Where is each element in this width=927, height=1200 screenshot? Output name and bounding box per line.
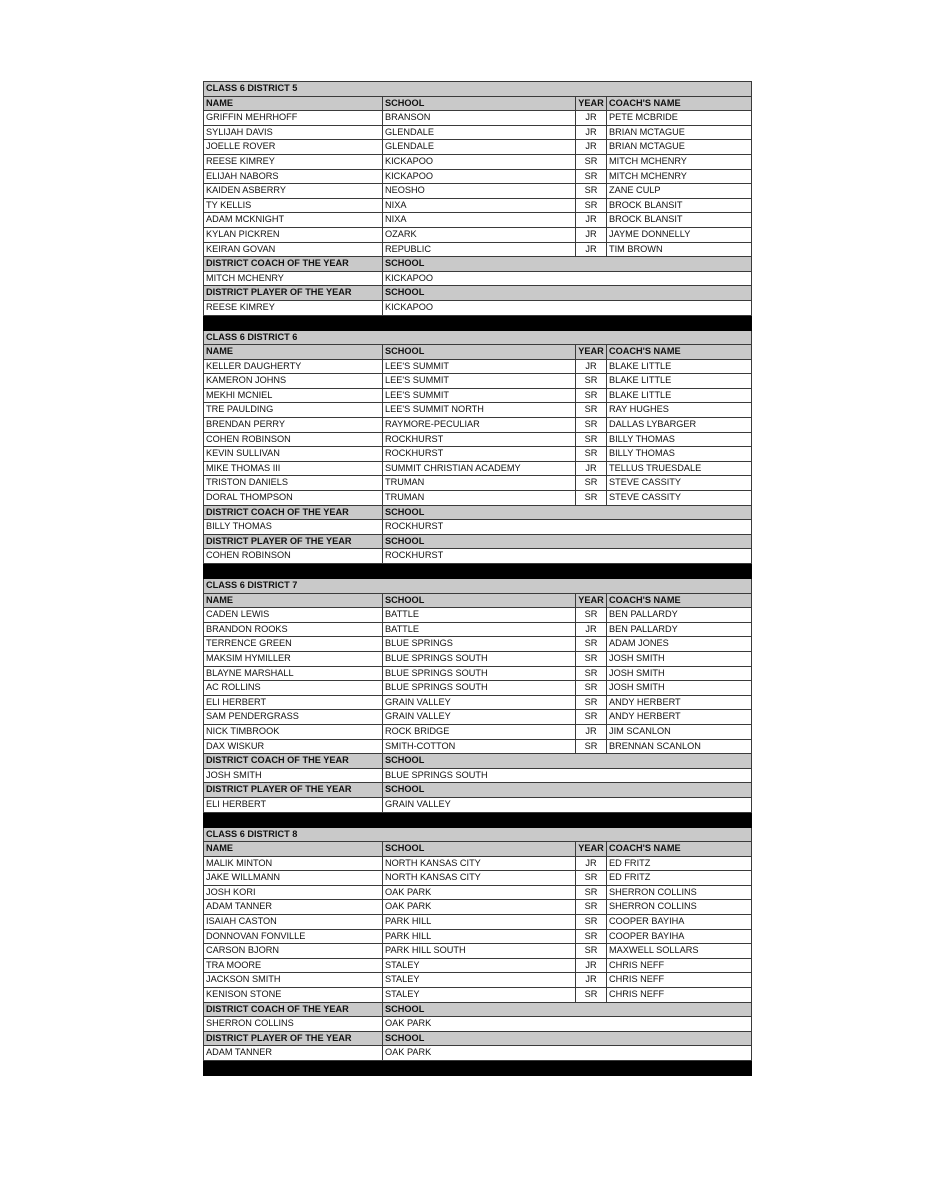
player-name: DAX WISKUR — [204, 739, 383, 754]
player-name: KENISON STONE — [204, 988, 383, 1003]
player-row — [204, 491, 752, 506]
section-separator — [204, 1061, 752, 1076]
player-of-year-name: COHEN ROBINSON — [204, 549, 383, 564]
player-year: SR — [576, 885, 607, 900]
district-title: CLASS 6 DISTRICT 8 — [204, 827, 752, 842]
player-school: KICKAPOO — [383, 169, 576, 184]
player-name: MAKSIM HYMILLER — [204, 651, 383, 666]
player-coach: PETE MCBRIDE — [607, 111, 752, 126]
player-year: JR — [576, 140, 607, 155]
player-name: CADEN LEWIS — [204, 608, 383, 623]
coach-of-year-row — [204, 1017, 752, 1032]
player-row — [204, 856, 752, 871]
player-year: SR — [576, 374, 607, 389]
coach-of-year-header-row — [204, 505, 752, 520]
player-coach: STEVE CASSITY — [607, 491, 752, 506]
player-row — [204, 447, 752, 462]
player-coach: BLAKE LITTLE — [607, 374, 752, 389]
player-coach: JOSH SMITH — [607, 666, 752, 681]
coach-of-year-school: OAK PARK — [383, 1017, 752, 1032]
player-year: JR — [576, 213, 607, 228]
player-year: SR — [576, 651, 607, 666]
player-year: SR — [576, 432, 607, 447]
player-row — [204, 198, 752, 213]
district-title: CLASS 6 DISTRICT 7 — [204, 579, 752, 594]
player-row — [204, 988, 752, 1003]
coach-of-year-school-header: SCHOOL — [383, 505, 752, 520]
player-school: NIXA — [383, 198, 576, 213]
player-row — [204, 637, 752, 652]
player-school: NEOSHO — [383, 184, 576, 199]
player-coach: JIM SCANLON — [607, 724, 752, 739]
player-coach: JOSH SMITH — [607, 681, 752, 696]
player-name: AC ROLLINS — [204, 681, 383, 696]
player-coach: TELLUS TRUESDALE — [607, 461, 752, 476]
player-row — [204, 418, 752, 433]
player-school: ROCK BRIDGE — [383, 724, 576, 739]
coach-of-year-school-header: SCHOOL — [383, 1002, 752, 1017]
player-coach: BRIAN MCTAGUE — [607, 125, 752, 140]
player-row — [204, 374, 752, 389]
player-school: GLENDALE — [383, 140, 576, 155]
player-of-year-school: GRAIN VALLEY — [383, 797, 752, 812]
player-of-year-name: REESE KIMREY — [204, 300, 383, 315]
player-name: ISAIAH CASTON — [204, 915, 383, 930]
player-coach: BRENNAN SCANLON — [607, 739, 752, 754]
player-of-year-school-header: SCHOOL — [383, 534, 752, 549]
coach-of-year-school-header: SCHOOL — [383, 257, 752, 272]
coach-of-year-school: KICKAPOO — [383, 271, 752, 286]
player-row — [204, 695, 752, 710]
player-of-year-row — [204, 797, 752, 812]
district-title-row — [204, 330, 752, 345]
player-year: SR — [576, 988, 607, 1003]
player-coach: BILLY THOMAS — [607, 447, 752, 462]
player-name: ELI HERBERT — [204, 695, 383, 710]
player-row — [204, 140, 752, 155]
name-header: NAME — [204, 593, 383, 608]
player-of-year-row — [204, 300, 752, 315]
player-school: BATTLE — [383, 608, 576, 623]
player-year: JR — [576, 973, 607, 988]
player-school: BLUE SPRINGS — [383, 637, 576, 652]
player-of-year-header-row — [204, 286, 752, 301]
player-coach: ZANE CULP — [607, 184, 752, 199]
year-header: YEAR — [576, 345, 607, 360]
player-row — [204, 242, 752, 257]
player-school: LEE'S SUMMIT — [383, 374, 576, 389]
year-header: YEAR — [576, 842, 607, 857]
section-separator — [204, 315, 752, 330]
player-school: STALEY — [383, 958, 576, 973]
player-coach: BROCK BLANSIT — [607, 213, 752, 228]
player-year: SR — [576, 695, 607, 710]
player-name: MEKHI MCNIEL — [204, 388, 383, 403]
player-year: JR — [576, 227, 607, 242]
player-year: SR — [576, 403, 607, 418]
player-name: KEVIN SULLIVAN — [204, 447, 383, 462]
player-year: SR — [576, 666, 607, 681]
school-header: SCHOOL — [383, 96, 576, 111]
player-row — [204, 213, 752, 228]
player-name: KAMERON JOHNS — [204, 374, 383, 389]
player-school: STALEY — [383, 973, 576, 988]
player-coach: COOPER BAYIHA — [607, 915, 752, 930]
player-name: ADAM MCKNIGHT — [204, 213, 383, 228]
district-title-row — [204, 827, 752, 842]
coach-header: COACH'S NAME — [607, 96, 752, 111]
player-year: SR — [576, 198, 607, 213]
year-header: YEAR — [576, 593, 607, 608]
player-of-year-school: ROCKHURST — [383, 549, 752, 564]
player-name: BRENDAN PERRY — [204, 418, 383, 433]
player-of-year-school-header: SCHOOL — [383, 286, 752, 301]
player-school: PARK HILL — [383, 929, 576, 944]
player-year: JR — [576, 125, 607, 140]
coach-of-year-row — [204, 520, 752, 535]
name-header: NAME — [204, 842, 383, 857]
player-coach: TIM BROWN — [607, 242, 752, 257]
player-coach: SHERRON COLLINS — [607, 900, 752, 915]
player-row — [204, 125, 752, 140]
player-name: REESE KIMREY — [204, 154, 383, 169]
player-row — [204, 973, 752, 988]
player-of-year-label: DISTRICT PLAYER OF THE YEAR — [204, 1031, 383, 1046]
player-row — [204, 710, 752, 725]
player-school: BLUE SPRINGS SOUTH — [383, 651, 576, 666]
player-coach: BLAKE LITTLE — [607, 359, 752, 374]
district-title-row — [204, 579, 752, 594]
coach-of-year-school-header: SCHOOL — [383, 754, 752, 769]
player-year: JR — [576, 622, 607, 637]
player-year: SR — [576, 388, 607, 403]
player-name: SYLIJAH DAVIS — [204, 125, 383, 140]
player-coach: CHRIS NEFF — [607, 988, 752, 1003]
player-coach: ED FRITZ — [607, 856, 752, 871]
player-year: SR — [576, 169, 607, 184]
school-header: SCHOOL — [383, 842, 576, 857]
coach-of-year-header-row — [204, 257, 752, 272]
player-coach: CHRIS NEFF — [607, 973, 752, 988]
player-year: SR — [576, 929, 607, 944]
player-coach: MITCH MCHENRY — [607, 154, 752, 169]
player-year: SR — [576, 900, 607, 915]
player-coach: SHERRON COLLINS — [607, 885, 752, 900]
player-row — [204, 885, 752, 900]
player-year: JR — [576, 242, 607, 257]
player-year: SR — [576, 915, 607, 930]
player-name: JACKSON SMITH — [204, 973, 383, 988]
coach-of-year-name: MITCH MCHENRY — [204, 271, 383, 286]
player-name: CARSON BJORN — [204, 944, 383, 959]
player-name: COHEN ROBINSON — [204, 432, 383, 447]
player-year: JR — [576, 359, 607, 374]
player-year: SR — [576, 944, 607, 959]
player-coach: COOPER BAYIHA — [607, 929, 752, 944]
player-of-year-name: ADAM TANNER — [204, 1046, 383, 1061]
section-separator — [204, 812, 752, 827]
coach-of-year-name: SHERRON COLLINS — [204, 1017, 383, 1032]
player-school: NORTH KANSAS CITY — [383, 871, 576, 886]
coach-of-year-school: BLUE SPRINGS SOUTH — [383, 768, 752, 783]
player-year: JR — [576, 461, 607, 476]
school-header: SCHOOL — [383, 593, 576, 608]
player-row — [204, 666, 752, 681]
year-header: YEAR — [576, 96, 607, 111]
player-name: TRA MOORE — [204, 958, 383, 973]
district-title-row — [204, 82, 752, 97]
separator-bar — [204, 564, 752, 579]
player-of-year-row — [204, 549, 752, 564]
player-name: DONNOVAN FONVILLE — [204, 929, 383, 944]
player-year: SR — [576, 871, 607, 886]
player-name: MIKE THOMAS III — [204, 461, 383, 476]
player-name: TY KELLIS — [204, 198, 383, 213]
player-school: ROCKHURST — [383, 432, 576, 447]
player-coach: BEN PALLARDY — [607, 622, 752, 637]
player-school: PARK HILL — [383, 915, 576, 930]
player-coach: ANDY HERBERT — [607, 695, 752, 710]
player-of-year-school: OAK PARK — [383, 1046, 752, 1061]
player-school: TRUMAN — [383, 491, 576, 506]
player-coach: STEVE CASSITY — [607, 476, 752, 491]
player-school: BRANSON — [383, 111, 576, 126]
player-row — [204, 154, 752, 169]
player-of-year-name: ELI HERBERT — [204, 797, 383, 812]
player-school: LEE'S SUMMIT — [383, 388, 576, 403]
player-school: BATTLE — [383, 622, 576, 637]
player-row — [204, 929, 752, 944]
player-name: TRISTON DANIELS — [204, 476, 383, 491]
district-title: CLASS 6 DISTRICT 6 — [204, 330, 752, 345]
player-year: SR — [576, 681, 607, 696]
player-coach: BLAKE LITTLE — [607, 388, 752, 403]
player-name: JOSH KORI — [204, 885, 383, 900]
coach-of-year-row — [204, 271, 752, 286]
player-year: SR — [576, 154, 607, 169]
column-header-row — [204, 842, 752, 857]
player-name: KEIRAN GOVAN — [204, 242, 383, 257]
player-school: LEE'S SUMMIT — [383, 359, 576, 374]
player-row — [204, 900, 752, 915]
player-school: STALEY — [383, 988, 576, 1003]
player-name: JAKE WILLMANN — [204, 871, 383, 886]
player-of-year-header-row — [204, 783, 752, 798]
player-name: BRANDON ROOKS — [204, 622, 383, 637]
player-row — [204, 739, 752, 754]
player-year: SR — [576, 184, 607, 199]
player-of-year-header-row — [204, 1031, 752, 1046]
coach-of-year-label: DISTRICT COACH OF THE YEAR — [204, 505, 383, 520]
section-separator — [204, 564, 752, 579]
player-year: SR — [576, 739, 607, 754]
player-row — [204, 681, 752, 696]
coach-of-year-label: DISTRICT COACH OF THE YEAR — [204, 257, 383, 272]
school-header: SCHOOL — [383, 345, 576, 360]
player-row — [204, 403, 752, 418]
player-row — [204, 388, 752, 403]
player-row — [204, 958, 752, 973]
player-name: ELIJAH NABORS — [204, 169, 383, 184]
player-school: KICKAPOO — [383, 154, 576, 169]
player-year: SR — [576, 710, 607, 725]
player-school: SMITH-COTTON — [383, 739, 576, 754]
player-coach: RAY HUGHES — [607, 403, 752, 418]
player-name: JOELLE ROVER — [204, 140, 383, 155]
player-name: TRE PAULDING — [204, 403, 383, 418]
player-school: BLUE SPRINGS SOUTH — [383, 681, 576, 696]
player-name: DORAL THOMPSON — [204, 491, 383, 506]
coach-of-year-row — [204, 768, 752, 783]
player-school: ROCKHURST — [383, 447, 576, 462]
player-row — [204, 651, 752, 666]
player-row — [204, 461, 752, 476]
column-header-row — [204, 345, 752, 360]
separator-bar — [204, 1061, 752, 1076]
player-coach: BROCK BLANSIT — [607, 198, 752, 213]
player-year: SR — [576, 476, 607, 491]
name-header: NAME — [204, 345, 383, 360]
player-school: NIXA — [383, 213, 576, 228]
all-district-document — [203, 81, 751, 1076]
player-row — [204, 432, 752, 447]
coach-header: COACH'S NAME — [607, 842, 752, 857]
player-row — [204, 359, 752, 374]
player-name: KAIDEN ASBERRY — [204, 184, 383, 199]
player-row — [204, 871, 752, 886]
player-coach: JOSH SMITH — [607, 651, 752, 666]
player-of-year-school-header: SCHOOL — [383, 1031, 752, 1046]
player-of-year-label: DISTRICT PLAYER OF THE YEAR — [204, 783, 383, 798]
player-row — [204, 944, 752, 959]
player-row — [204, 184, 752, 199]
player-name: GRIFFIN MEHRHOFF — [204, 111, 383, 126]
player-year: SR — [576, 491, 607, 506]
coach-header: COACH'S NAME — [607, 593, 752, 608]
player-school: OAK PARK — [383, 885, 576, 900]
player-row — [204, 476, 752, 491]
player-of-year-label: DISTRICT PLAYER OF THE YEAR — [204, 534, 383, 549]
coach-of-year-name: BILLY THOMAS — [204, 520, 383, 535]
player-of-year-label: DISTRICT PLAYER OF THE YEAR — [204, 286, 383, 301]
player-of-year-school-header: SCHOOL — [383, 783, 752, 798]
coach-of-year-header-row — [204, 1002, 752, 1017]
player-year: SR — [576, 637, 607, 652]
player-row — [204, 622, 752, 637]
player-row — [204, 169, 752, 184]
player-row — [204, 724, 752, 739]
player-school: TRUMAN — [383, 476, 576, 491]
player-row — [204, 608, 752, 623]
player-school: RAYMORE-PECULIAR — [383, 418, 576, 433]
player-school: OAK PARK — [383, 900, 576, 915]
player-coach: ADAM JONES — [607, 637, 752, 652]
coach-of-year-header-row — [204, 754, 752, 769]
name-header: NAME — [204, 96, 383, 111]
all-district-table — [203, 81, 752, 1076]
coach-of-year-label: DISTRICT COACH OF THE YEAR — [204, 1002, 383, 1017]
player-coach: DALLAS LYBARGER — [607, 418, 752, 433]
player-name: ADAM TANNER — [204, 900, 383, 915]
separator-bar — [204, 812, 752, 827]
separator-bar — [204, 315, 752, 330]
player-row — [204, 111, 752, 126]
player-school: PARK HILL SOUTH — [383, 944, 576, 959]
player-coach: ED FRITZ — [607, 871, 752, 886]
player-coach: MAXWELL SOLLARS — [607, 944, 752, 959]
player-row — [204, 915, 752, 930]
player-school: LEE'S SUMMIT NORTH — [383, 403, 576, 418]
player-coach: BEN PALLARDY — [607, 608, 752, 623]
player-school: OZARK — [383, 227, 576, 242]
player-name: SAM PENDERGRASS — [204, 710, 383, 725]
player-school: NORTH KANSAS CITY — [383, 856, 576, 871]
player-year: SR — [576, 418, 607, 433]
column-header-row — [204, 96, 752, 111]
player-coach: CHRIS NEFF — [607, 958, 752, 973]
coach-of-year-name: JOSH SMITH — [204, 768, 383, 783]
player-name: KELLER DAUGHERTY — [204, 359, 383, 374]
player-coach: BILLY THOMAS — [607, 432, 752, 447]
coach-header: COACH'S NAME — [607, 345, 752, 360]
player-year: JR — [576, 724, 607, 739]
player-year: SR — [576, 608, 607, 623]
player-year: JR — [576, 111, 607, 126]
player-coach: JAYME DONNELLY — [607, 227, 752, 242]
player-year: JR — [576, 856, 607, 871]
player-coach: ANDY HERBERT — [607, 710, 752, 725]
player-row — [204, 227, 752, 242]
player-name: KYLAN PICKREN — [204, 227, 383, 242]
player-name: MALIK MINTON — [204, 856, 383, 871]
player-school: GLENDALE — [383, 125, 576, 140]
player-of-year-header-row — [204, 534, 752, 549]
player-of-year-school: KICKAPOO — [383, 300, 752, 315]
player-school: BLUE SPRINGS SOUTH — [383, 666, 576, 681]
player-school: GRAIN VALLEY — [383, 695, 576, 710]
district-title: CLASS 6 DISTRICT 5 — [204, 82, 752, 97]
player-year: SR — [576, 447, 607, 462]
player-of-year-row — [204, 1046, 752, 1061]
player-school: SUMMIT CHRISTIAN ACADEMY — [383, 461, 576, 476]
player-name: TERRENCE GREEN — [204, 637, 383, 652]
player-school: GRAIN VALLEY — [383, 710, 576, 725]
player-name: NICK TIMBROOK — [204, 724, 383, 739]
player-coach: MITCH MCHENRY — [607, 169, 752, 184]
coach-of-year-school: ROCKHURST — [383, 520, 752, 535]
player-year: JR — [576, 958, 607, 973]
player-name: BLAYNE MARSHALL — [204, 666, 383, 681]
player-coach: BRIAN MCTAGUE — [607, 140, 752, 155]
player-school: REPUBLIC — [383, 242, 576, 257]
column-header-row — [204, 593, 752, 608]
coach-of-year-label: DISTRICT COACH OF THE YEAR — [204, 754, 383, 769]
